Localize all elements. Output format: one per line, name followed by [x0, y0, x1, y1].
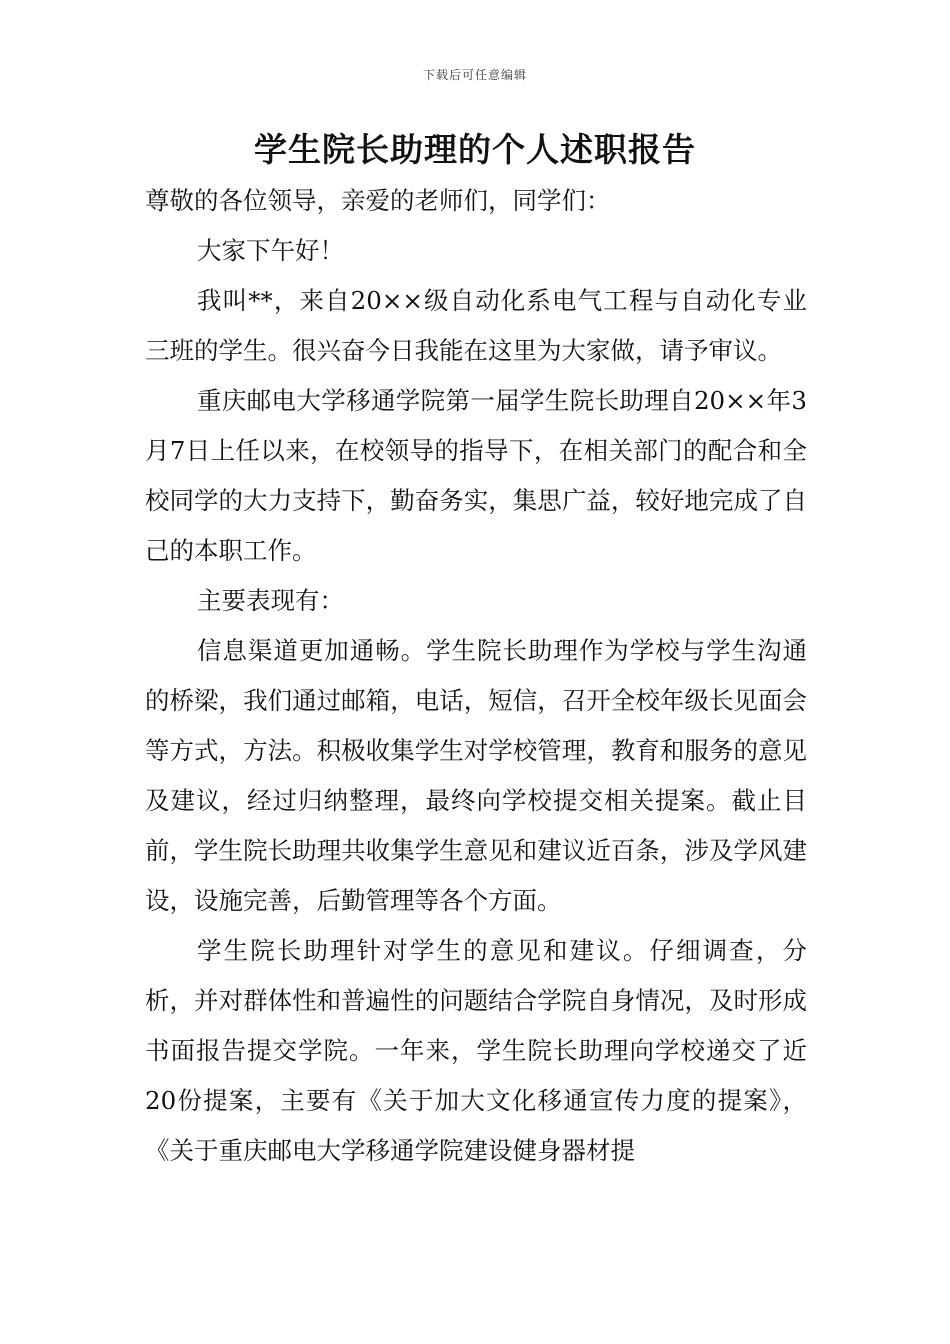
- salutation-paragraph: 尊敬的各位领导，亲爱的老师们，同学们：: [145, 186, 611, 215]
- document-body: [145, 176, 807, 1176]
- highlights-heading-paragraph: 主要表现有：: [197, 586, 344, 615]
- introduction-paragraph: 我叫**，来自20××级自动化系电气工程与自动化专业三班的学生。很兴奋今日我能在这里为大家做，请予审议。: [145, 286, 807, 365]
- proposals-paragraph: 学生院长助理针对学生的意见和建议。仔细调查，分析，并对群体性和普遍性的问题结合学院自身情况，及时形成书面报告提交学院。一年来，学生院长助理向学校递交了近20份提案，主要有《关于加大文化移通宣传力度的提案》，《关于重庆邮电大学移通学院建设健身器材提: [145, 936, 807, 1165]
- information-channels-paragraph: 信息渠道更加通畅。学生院长助理作为学校与学生沟通的桥梁，我们通过邮箱，电话，短信，召开全校年级长见面会等方式，方法。积极收集学生对学校管理，教育和服务的意见及建议，经过归纳整理，最终向学校提交相关提案。截止目前，学生院长助理共收集学生意见和建议近百条，涉及学风建设，设施完善，后勤管理等各个方面。: [145, 636, 807, 915]
- greeting-paragraph: 大家下午好！: [197, 236, 344, 265]
- document-title: 学生院长助理的个人述职报告: [254, 130, 696, 169]
- header-note: 下载后可任意编辑: [422, 68, 527, 82]
- background-paragraph: 重庆邮电大学移通学院第一届学生院长助理自20××年3月7日上任以来，在校领导的指导下，在相关部门的配合和全校同学的大力支持下，勤奋务实，集思广益，较好地完成了自己的本职工作。: [145, 386, 807, 565]
